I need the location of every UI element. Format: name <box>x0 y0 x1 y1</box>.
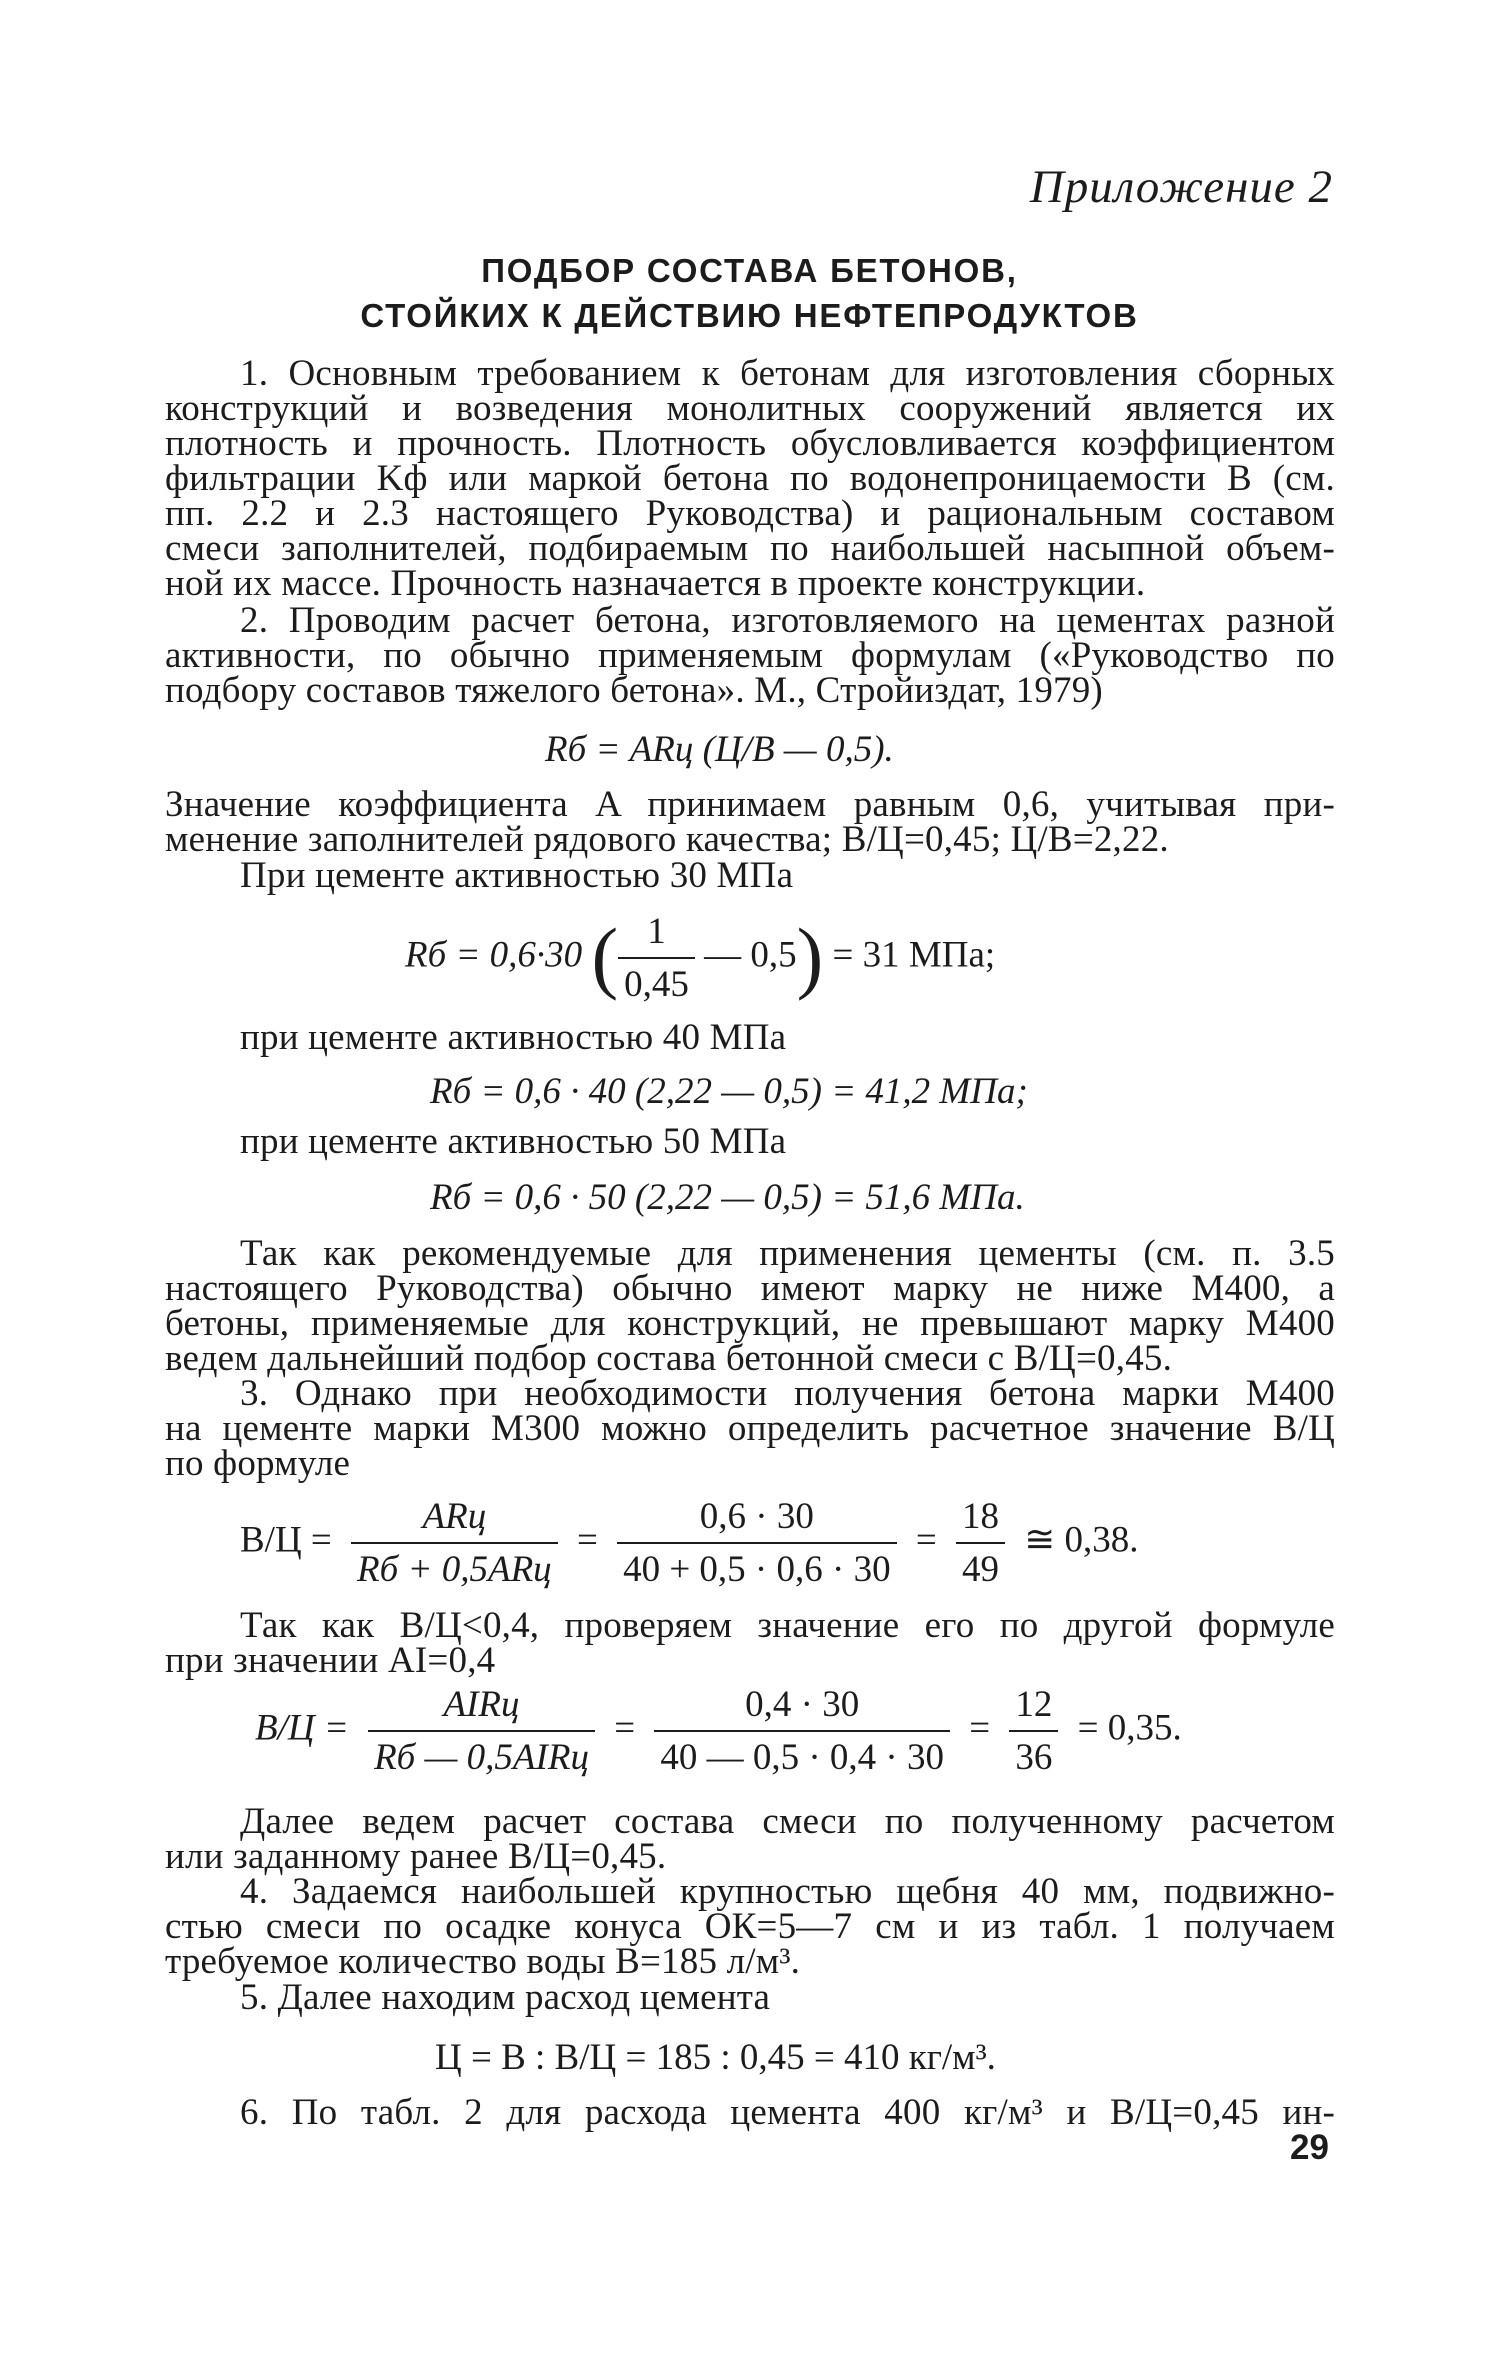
text-line: 3. Однако при необходимости получения бетона марки М400 <box>240 1373 1335 1414</box>
f6-num1: AIRц <box>368 1683 595 1732</box>
f5-num2: 0,6 · 30 <box>617 1495 897 1544</box>
f6-eq1: = <box>614 1707 636 1749</box>
text-line: 6. По табл. 2 для расхода цемента 400 кг/м³ и В/Ц=0,45 ин- <box>240 2092 1335 2133</box>
text-line: 4. Задаемся наибольшей крупностью щебня 40 мм, подвижно- <box>240 1871 1335 1912</box>
formula-strength: Rб = ARц (Ц/В — 0,5). <box>545 729 894 770</box>
formula-wc-ratio-2 <box>255 1683 1182 1779</box>
text-line: менение заполнителей рядового качества; В/Ц=0,45; Ц/В=2,22. <box>165 819 1169 860</box>
f2-left: Rб = 0,6·30 <box>405 934 583 976</box>
text-line: конструкций и возведения монолитных сооружений является их <box>165 388 1335 429</box>
text-line: пп. 2.2 и 2.3 настоящего Руководства) и рациональным составом <box>165 493 1335 534</box>
text-line: 5. Далее находим расход цемента <box>240 1977 771 2018</box>
f6-eq2: = <box>969 1707 991 1749</box>
f5-den1: Rб + 0,5ARц <box>357 1549 552 1590</box>
f5-den3: 49 <box>961 1549 999 1590</box>
f2-num: 1 <box>618 910 695 959</box>
appendix-label: Приложение 2 <box>1029 161 1333 213</box>
text-line: подбору составов тяжелого бетона». М., Стройиздат, 1979) <box>165 670 1103 711</box>
formula-cement-40: Rб = 0,6 · 40 (2,22 — 0,5) = 41,2 МПа; <box>430 1071 1028 1112</box>
text-line: фильтрации Kф или маркой бетона по водонепроницаемости В (см. <box>165 458 1335 499</box>
f5-den2: 40 + 0,5 · 0,6 · 30 <box>623 1549 891 1590</box>
f2-den: 0,45 <box>624 964 689 1005</box>
formula-cement-30: Rб = 0,6·30 ( $\frac{1}{0,45}$ — 0,5) = 31 МПа; <box>405 911 996 1005</box>
text-line: 2. Проводим расчет бетона, изготовляемого на цементах разной <box>240 600 1335 641</box>
text-line: настоящего Руководства) обычно имеют марку не ниже М400, а <box>165 1268 1335 1309</box>
f6-num2: 0,4 · 30 <box>654 1683 950 1732</box>
text-line: или заданному ранее В/Ц=0,45. <box>165 1836 667 1877</box>
title-line-2: СТОЙКИХ К ДЕЙСТВИЮ НЕФТЕПРОДУКТОВ <box>360 297 1139 334</box>
f2-right: — 0,5 <box>704 934 797 976</box>
f6-result: = 0,35. <box>1077 1707 1182 1749</box>
text-line: при цементе активностью 40 МПа <box>240 1017 787 1058</box>
f6-den3: 36 <box>1015 1737 1053 1778</box>
text-line: при значении AI=0,4 <box>165 1640 496 1681</box>
f6-den1: Rб — 0,5AIRц <box>374 1737 589 1778</box>
text-line: стью смеси по осадке конуса ОК=5—7 см и из табл. 1 получаем <box>165 1906 1335 1947</box>
f2-fraction <box>618 910 695 1006</box>
f5-num1: ARц <box>351 1495 558 1544</box>
text-line: требуемое количество воды В=185 л/м³. <box>165 1941 801 1982</box>
formula-cement-consumption: Ц = В : В/Ц = 185 : 0,45 = 410 кг/м³. <box>435 2037 996 2078</box>
text-line: смеси заполнителей, подбираемым по наибольшей насыпной объем- <box>165 528 1335 569</box>
f5-eq1: = <box>576 1519 598 1561</box>
text-line: плотность и прочность. Плотность обусловливается коэффициентом <box>165 423 1335 464</box>
f5-lhs: В/Ц = <box>240 1519 332 1561</box>
text-line: Так как В/Ц<0,4, проверяем значение его по другой формуле <box>240 1605 1335 1646</box>
title-line-1: ПОДБОР СОСТАВА БЕТОНОВ, <box>481 252 1018 289</box>
text-line: при цементе активностью 50 МПа <box>240 1121 787 1162</box>
text-line: 1. Основным требованием к бетонам для изготовления сборных <box>240 353 1335 394</box>
text-line: ной их массе. Прочность назначается в проекте конструкции. <box>165 563 1146 604</box>
text-line: Так как рекомендуемые для применения цементы (см. п. 3.5 <box>240 1233 1335 1274</box>
f5-num3: 18 <box>956 1495 1005 1544</box>
text-line: бетоны, применяемые для конструкций, не превышают марку М400 <box>165 1303 1335 1344</box>
page-number: 29 <box>1290 2128 1329 2167</box>
text-line: активности, по обычно применяемым формулам («Руководство по <box>165 635 1335 676</box>
f5-result: ≅ 0,38. <box>1024 1519 1139 1561</box>
text-line: по формуле <box>165 1443 351 1484</box>
f2-result: = 31 МПа; <box>832 934 996 976</box>
formula-wc-ratio-1 <box>240 1495 1138 1591</box>
text-line: Значение коэффициента A принимаем равным 0,6, учитывая при- <box>165 784 1335 825</box>
text-line: на цементе марки М300 можно определить расчетное значение В/Ц <box>165 1408 1335 1449</box>
f6-lhs: В/Ц = <box>255 1707 349 1749</box>
f6-den2: 40 — 0,5 · 0,4 · 30 <box>660 1737 944 1778</box>
f6-num3: 12 <box>1009 1683 1058 1732</box>
text-line: При цементе активностью 30 МПа <box>240 855 794 896</box>
text-line: Далее ведем расчет состава смеси по полученному расчетом <box>240 1801 1335 1842</box>
text-line: ведем дальнейший подбор состава бетонной смеси с В/Ц=0,45. <box>165 1338 1173 1379</box>
formula-cement-50: Rб = 0,6 · 50 (2,22 — 0,5) = 51,6 МПа. <box>430 1177 1025 1218</box>
f5-eq2: = <box>915 1519 937 1561</box>
